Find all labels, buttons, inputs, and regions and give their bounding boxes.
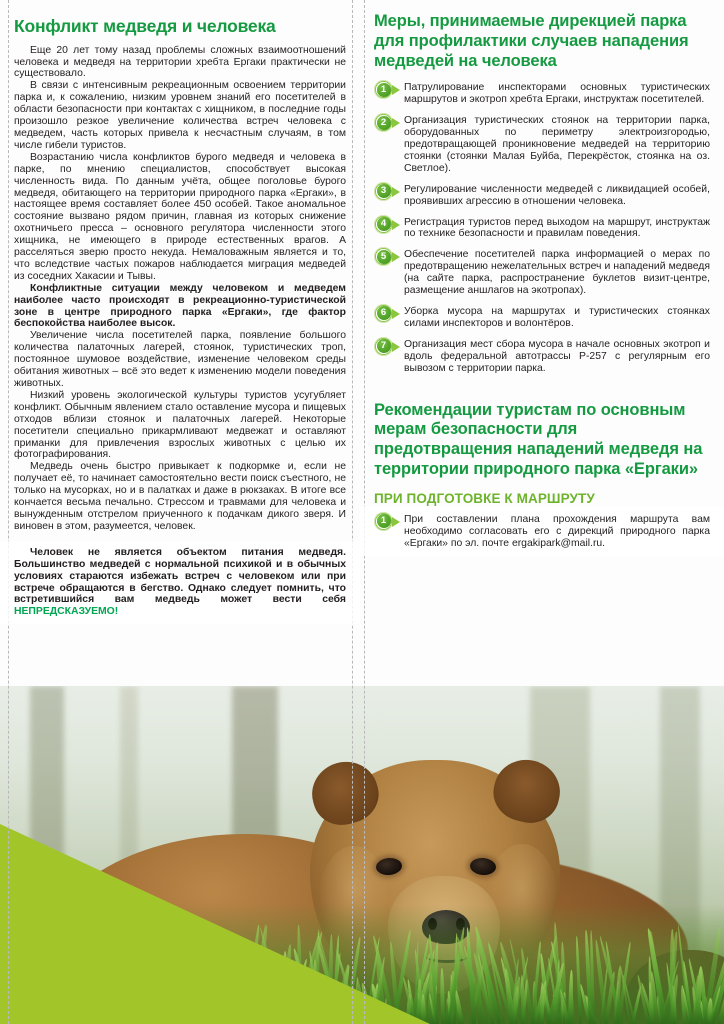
paragraph-6: Низкий уровень экологической культуры туристов усугубляет конфликт. Обычным явлением стало оставление мусора и пищевых отходов вблизи стоянок и палаточных лагерей. Некоторые посетители специально прикармливают медвежат и оставляют приманки для привлечения взрослых животных с целью их фотографирования. [14,389,346,461]
recommendations-title: Рекомендации туристам по основным мерам безопасности для предотвращения нападений медведя на территории природного парка «Ергаки» [374,400,703,478]
left-column [14,0,346,618]
measure-text: Регистрация туристов перед выходом на маршрут, инструктаж по технике безопасности и правилам поведения. [404,216,710,240]
page-title: Конфликт медведя и человека [14,16,276,36]
closing-note [14,547,346,618]
numbered-bullet-icon [374,215,402,234]
chevron-right-icon [392,187,400,197]
measures-title: Меры, принимаемые дирекцией парка для профилактики случаев нападения медведей на человека [374,12,689,70]
crop-guide-left [8,0,9,1024]
right-column [374,0,710,559]
numbered-bullet-icon [374,182,402,201]
chevron-right-icon [392,517,400,527]
measure-item [374,82,710,106]
recommendation-item [374,514,710,550]
bullet-number: 2 [377,116,391,130]
measures-list [374,82,710,374]
numbered-bullet-icon [374,512,402,531]
closing-note-text [14,547,346,618]
measure-text: Обеспечение посетителей парка информацией о мерах по предотвращению нежелательных встреч и нападений медведя (на сайте парка, распространение буклетов визит-центре, размещение аншлагов на экотропах). [404,249,710,297]
bullet-number: 6 [377,306,391,320]
measure-item [374,249,710,297]
recommendations-subhead: ПРИ ПОДГОТОВКЕ К МАРШРУТУ [374,490,595,506]
paragraph-2: В связи с интенсивным рекреационным освоением территории парка и, к сожалению, низким уровнем знаний его посетителей в области безопасности при контактах с хищником, в последние годы произошло резкое увеличение количества встреч человека с медведем, часть которых привела к несчастным случаям, в том числе гибели туристов. [14,80,346,151]
chevron-right-icon [392,220,400,230]
recommendation-text: При составлении плана прохождения маршрута вам необходимо согласовать его с дирекций природного парка «Ергаки» по эл. почте ergakipark@mail.ru. [404,513,710,549]
measure-text: Патрулирование инспекторами основных туристических маршрутов и экотроп хребта Ергаки, инструктаж посетителей. [404,82,710,106]
paragraph-5: Увеличение числа посетителей парка, появление большого количества палаточных лагерей, стоянок, туристических троп, постоянное шумовое воздействие, изменение человеком среды обитания животных – всё это ведет к изменению модели поведения животных. [14,330,346,390]
fold-guide-a [352,0,353,1024]
recommendations-block [374,514,710,550]
paragraph-7: Медведь очень быстро привыкает к подкормке и, если не получает её, то начинает самостоятельно вести поиск съестного, не только на мусорках, но и в палатках и даже в рюкзаках. В итоге все кончается весьма печально. Стрессом и травмами для человека и вынужденным отстрелом приученного к подачкам дикого зверя. И виновен в этом, разумеется, человек. [14,461,346,532]
paragraph-1: Еще 20 лет тому назад проблемы сложных взаимоотношений человека и медведя на территории хребта Ергаки практически не существовало. [14,44,346,80]
closing-note-main: Человек не является объектом питания медведя. Большинство медведей с нормальной психикой и в обычных условиях стараются избежать встреч с человеком или при встрече обращаются в бегство. Однако следует помнить, что встретившийся вам медведь может вести себя [14,546,346,606]
numbered-bullet-icon [374,337,402,356]
measure-text: Регулирование численности медведей с ликвидацией особей, проявивших агрессию в отношении человека. [404,183,710,207]
bullet-number: 3 [377,184,391,198]
bullet-number: 1 [377,83,391,97]
bullet-number: 1 [377,514,391,528]
measure-text: Уборка мусора на маршрутах и туристических стоянках силами инспекторов и волонтёров. [404,305,710,329]
closing-note-accent: НЕПРЕДСКАЗУЕМО! [14,606,119,618]
chevron-right-icon [392,85,400,95]
chevron-right-icon [392,118,400,128]
bullet-number: 4 [377,217,391,231]
paragraph-3: Возрастанию числа конфликтов бурого медведя и человека в парке, по мнению специалистов, способствует высокая численность вида. По данным учёта, общее поголовье бурого медведя, обитающего на территории природного парка «Ергаки», в настоящее время составляет более 450 особей. Такое аномальное состояние вызвано рядом причин, главная из которых снижение охотничьего пресса – основного регулятора численности этого хищника, не имеющего в природе естественных врагов. А расселяться зверю просто некуда. Немаловажным является и то, что вследствие частых пожаров наблюдается миграция медведей из соседних Хакасии и Тывы. [14,151,346,282]
paragraph-4-highlight: Конфликтные ситуации между человеком и медведем наиболее часто происходят в рекреационно-туристической зоне в центре природного парка «Ергаки», где фактор беспокойства наиболее высок. [14,282,346,330]
numbered-bullet-icon [374,80,402,99]
bear-eye-left [375,857,402,876]
measure-item [374,306,710,330]
bear-ear-left [305,754,386,832]
measure-text: Организация туристических стоянок на территории парка, оборудованных по периметру электроизгородью, предотвращающей проникновение медведей на территорию стоянки (стоянки Малая Буйба, Перекрёсток, стоянка на оз. Светлое). [404,115,710,174]
measure-item [374,339,710,375]
bear-photograph [0,686,724,1024]
chevron-right-icon [392,252,400,262]
recommendations-list [374,514,710,550]
bear-ear-right [487,753,566,829]
measure-item [374,184,710,208]
numbered-bullet-icon [374,113,402,132]
bullet-number: 7 [377,339,391,353]
chevron-right-icon [392,309,400,319]
measure-item [374,217,710,241]
chevron-right-icon [392,342,400,352]
numbered-bullet-icon [374,247,402,266]
numbered-bullet-icon [374,304,402,323]
measure-item [374,115,710,175]
bullet-number: 5 [377,250,391,264]
measure-text: Организация мест сбора мусора в начале основных экотроп и вдоль федеральной автотрассы Р-257 с регулярным его вывозом с территории парка. [404,338,710,374]
